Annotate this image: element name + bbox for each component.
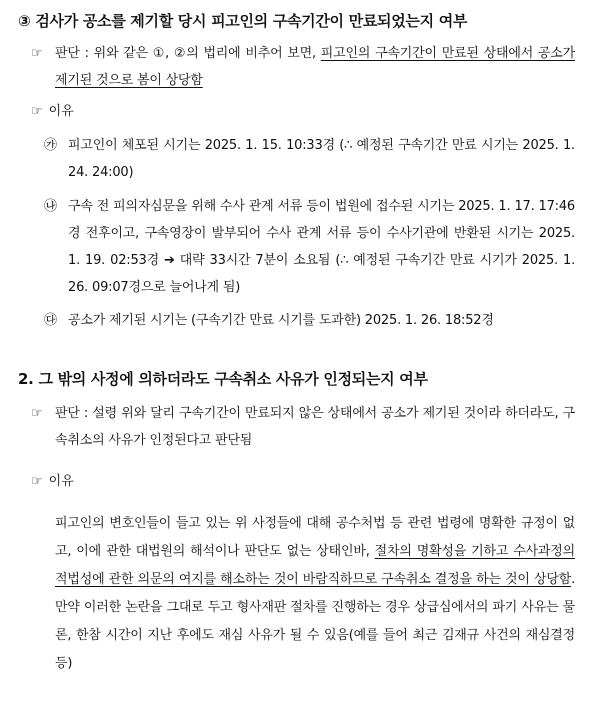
section2-reason-conclusion: 절차의 명확성을 기하고 수사과정의 적법성에 관한 의문의 여지를 해소하는 것이 바람직하므로 구속취소 결정을 하는 것이 상당함 xyxy=(55,544,575,587)
section2-judgment xyxy=(31,400,575,454)
section1-item-na xyxy=(44,193,575,301)
section1-heading: ③ 검사가 공소를 제기할 당시 피고인의 구속기간이 만료되었는지 여부 xyxy=(18,12,468,30)
section2-heading: 2. 그 밖의 사정에 의하더라도 구속취소 사유가 인정되는지 여부 xyxy=(18,370,428,388)
section1-judgment-lead: 판단 : 위와 같은 ①, ②의 법리에 비추어 보면, xyxy=(55,46,321,61)
pointing-hand-icon: ☞ xyxy=(31,46,43,61)
section2-reason-label: 이유 xyxy=(48,474,74,489)
item-text: 피고인이 체포된 시기는 2025. 1. 15. 10:33경 (∴ 예정된 구속기간 만료 시기는 2025. 1. 24. 24:00) xyxy=(68,138,575,180)
section1-reason-label-row xyxy=(31,102,74,122)
pointing-hand-icon: ☞ xyxy=(31,474,43,489)
section1-judgment xyxy=(31,40,575,94)
right-arrow-icon: ➔ xyxy=(164,253,175,268)
pointing-hand-icon: ☞ xyxy=(31,406,43,421)
section1-judgment-conclusion: 피고인의 구속기간이 만료된 상태에서 공소가 제기된 것으로 봄이 상당함 xyxy=(55,46,575,88)
section2-reason xyxy=(55,510,575,678)
item-marker: ㉰ xyxy=(44,313,57,328)
section2-reason-part1: 피고인의 변호인들이 들고 있는 위 사정들에 대해 공수처법 등 관련 법령에 명확한 규정이 없고, 이에 관한 대법원의 해석이나 판단도 없는 상태인바, xyxy=(55,516,575,559)
section2-reason-part2: . 만약 이러한 논란을 그대로 두고 형사재판 절차를 진행하는 경우 상급심에서의 파기 사유는 물론, 한참 시간이 지난 후에도 재심 사유가 될 수 있음(예를 들어 최근 김재규 사건의 재심결정 등) xyxy=(55,572,575,671)
item-text-a: 구속 전 피의자심문을 위해 수사 관계 서류 등이 법원에 접수된 시기는 2025. 1. 17. 17:46경 전후이고, 구속영장이 발부되어 수사 관계 서류 등이 수사기관에 반환된 시기는 2025. 1. 19. 02:53경 xyxy=(68,199,575,268)
pointing-hand-icon: ☞ xyxy=(31,104,43,119)
item-text: 공소가 제기된 시기는 (구속기간 만료 시기를 도과한) 2025. 1. 26. 18:52경 xyxy=(68,313,494,328)
section2-judgment-text: 판단 : 설령 위와 달리 구속기간이 만료되지 않은 상태에서 공소가 제기된 것이라 하더라도, 구속취소의 사유가 인정된다고 판단됨 xyxy=(55,406,575,448)
section1-item-da xyxy=(44,307,575,334)
item-marker: ㉯ xyxy=(44,199,57,214)
section1-reason-label: 이유 xyxy=(48,104,74,119)
section1-item-ga xyxy=(44,132,575,186)
section2-reason-label-row xyxy=(31,472,74,492)
item-text-b: 대략 33시간 7분이 소요됨 (∴ 예정된 구속기간 만료 시기가 2025. 1. 26. 09:07경으로 늘어나게 됨) xyxy=(68,253,575,295)
item-marker: ㉮ xyxy=(44,138,57,153)
